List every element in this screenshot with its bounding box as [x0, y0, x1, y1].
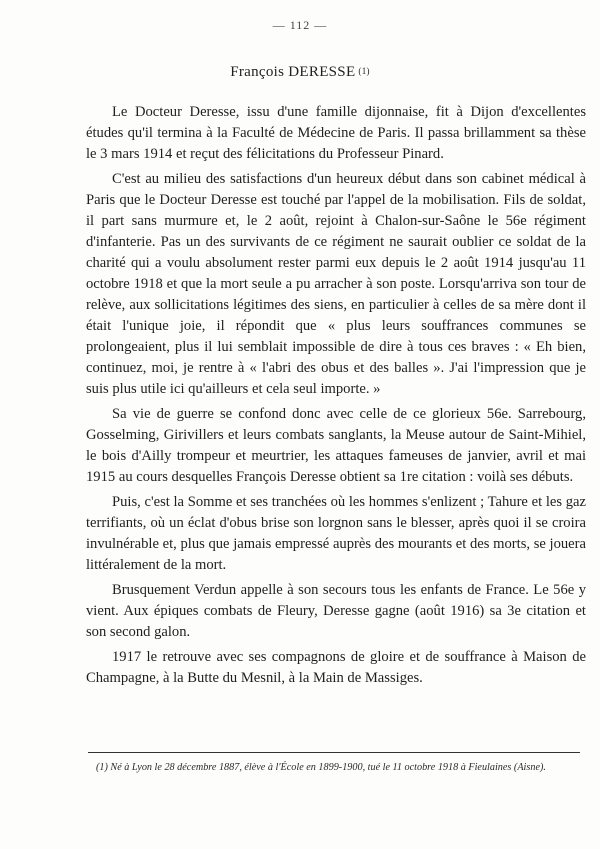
paragraph: Brusquement Verdun appelle à son secours tous les enfants de France. Le 56e y vient. Aux épiques combats de Fleury, Deresse gagne (août 1916) sa 3e citation et son second galon.	[86, 582, 586, 640]
footnote-separator	[88, 752, 580, 753]
paragraph: C'est au milieu des satisfactions d'un heureux début dans son cabinet médical à Paris que le Docteur Deresse est touché par l'appel de la mobilisation. Fils de soldat, il part sans murmure et, le 2 août, rejoint à Chalon-sur-Saône le 56e régiment d'infanterie. Pas un des survivants de ce régiment ne saurait oublier ce soldat de la charité qui a voulu absolument rester parmi eux depuis le 2 août 1914 jusqu'au 11 octobre 1918 et que la mort seule a pu arracher à son poste. Lorsqu'arriva son tour de relève, aux sollicitations légitimes des siens, en particulier à celles de sa mère dont il était l'unique joie, il répondit que « plus leurs souffrances communes se prolongeaient, plus il lui semblait impossible de dire à tous ces braves : « Eh bien, continuez, moi, je rentre à « l'abri des obus et des balles ». J'ai l'impression que je suis plus utile ici qu'ailleurs et cela seul importe. »	[86, 171, 586, 397]
page-number: — 112 —	[272, 18, 328, 32]
paragraph: Puis, c'est la Somme et ses tranchées où les hommes s'enlizent ; Tahure et les gaz terrifiants, où un éclat d'obus brise son lorgnon sans le blesser, après quoi il se croira invulnérable et, plus que jamais empressé auprès des mourants et des morts, se jouera littéralement de la mort.	[86, 494, 586, 573]
title-footnote-ref: (1)	[358, 66, 370, 76]
paragraph: 1917 le retrouve avec ses compagnons de gloire et de souffrance à Maison de Champagne, à la Butte du Mesnil, à la Main de Massiges.	[86, 649, 586, 686]
title-text: François DERESSE	[230, 64, 356, 80]
paragraph: Le Docteur Deresse, issu d'une famille dijonnaise, fit à Dijon d'excellentes études qu'il termina à la Faculté de Médecine de Paris. Il passa brillamment sa thèse le 3 mars 1914 et reçut des félicitations du Professeur Pinard.	[86, 104, 586, 162]
body-text	[86, 102, 586, 693]
paragraph: Sa vie de guerre se confond donc avec celle de ce glorieux 56e. Sarrebourg, Gosselming, Girivillers et leurs combats sanglants, la Meuse autour de Saint-Mihiel, le bois d'Ailly trompeur et meurtrier, les attaques fameuses de janvier, avril et mai 1915 au cours desquelles François Deresse obtient sa 1re citation : voilà ses débuts.	[86, 406, 586, 485]
footnote: (1) Né à Lyon le 28 décembre 1887, élève à l'École en 1899-1900, tué le 11 octobre 1918 à Fieulaines (Aisne).	[96, 762, 546, 773]
page-title	[0, 64, 600, 81]
